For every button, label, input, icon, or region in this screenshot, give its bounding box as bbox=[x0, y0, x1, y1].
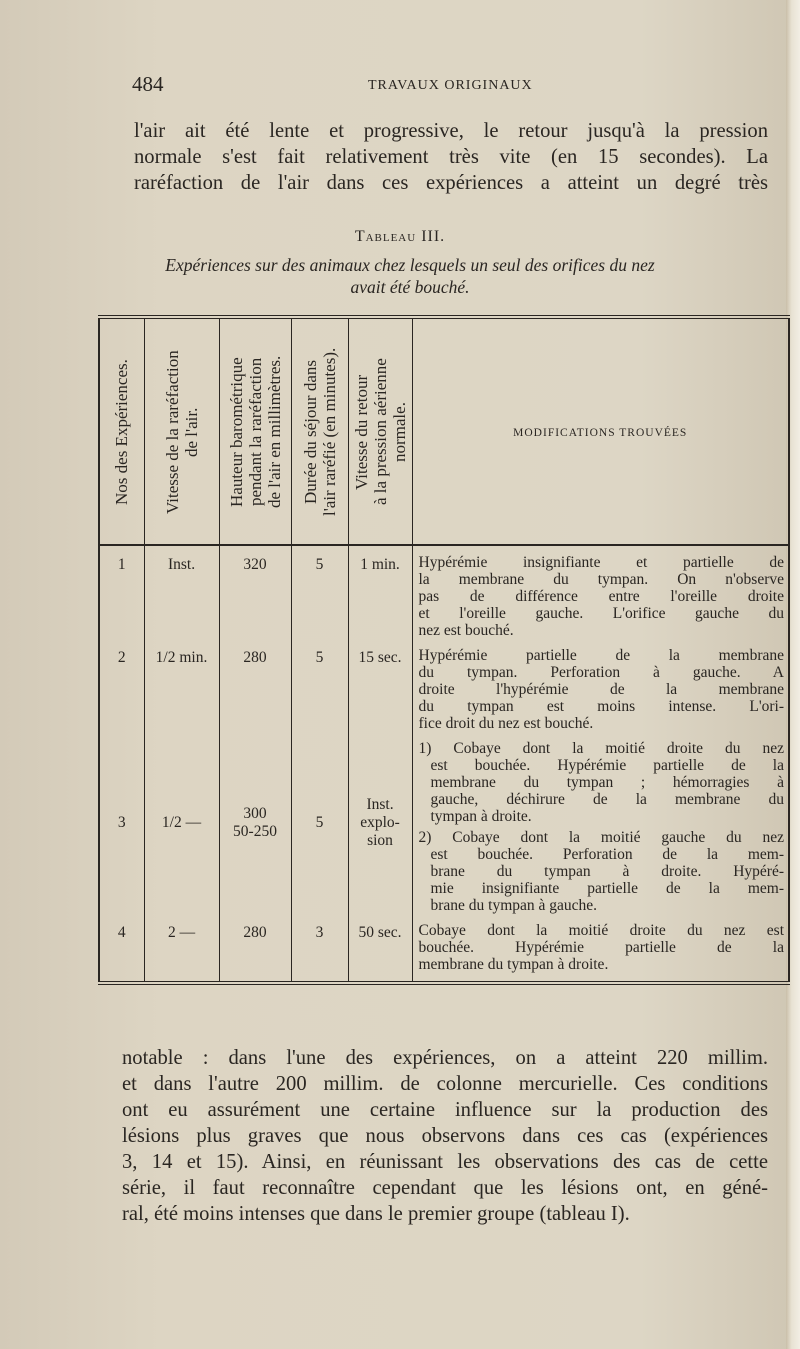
obs-line: est bouchée. Perforation de la mem- bbox=[430, 846, 784, 863]
cell-height: 300 bbox=[243, 805, 267, 822]
header-label: à la pression aérienne bbox=[370, 358, 390, 505]
text-line: série, il faut reconnaître cependant que les lésions ont, en géné- bbox=[122, 1177, 768, 1199]
header-label: Vitesse de la raréfaction bbox=[162, 349, 182, 514]
cell-height: 320 bbox=[243, 556, 267, 573]
obs-line: Hypérémie insignifiante et partielle de bbox=[418, 554, 784, 571]
cell-speed: 1/2 min. bbox=[155, 649, 208, 666]
header-num bbox=[99, 317, 144, 545]
cell-duration: 5 bbox=[315, 814, 324, 831]
obs-line: pas de différence entre l'oreille droite bbox=[418, 588, 784, 605]
cell-observation bbox=[412, 914, 789, 983]
page-header bbox=[132, 72, 772, 102]
cell-height: 50-250 bbox=[233, 823, 277, 840]
header-label: MODIFICATIONS TROUVÉES bbox=[513, 426, 688, 439]
cell-observation bbox=[412, 732, 789, 914]
text-line: ral, été moins intenses que dans le premier groupe (tableau I). bbox=[122, 1203, 630, 1225]
subtitle-line: avait été bouché. bbox=[350, 277, 470, 297]
header-speed bbox=[144, 317, 219, 545]
text-line: ont eu assurément une certaine influence sur la production des bbox=[122, 1099, 768, 1121]
table-row bbox=[99, 545, 789, 639]
obs-line: bouchée. Hypérémie partielle de la bbox=[418, 939, 784, 956]
text-line: l'air ait été lente et progressive, le retour jusqu'à la pression bbox=[134, 120, 768, 142]
cell-duration: 3 bbox=[315, 924, 324, 941]
header-height bbox=[219, 317, 291, 545]
cell-num: 4 bbox=[117, 924, 126, 941]
paragraph-top bbox=[134, 118, 768, 196]
cell-num: 1 bbox=[117, 556, 126, 573]
cell-return: 50 sec. bbox=[358, 924, 402, 941]
table-title: Tableau III. bbox=[354, 228, 446, 245]
obs-line: membrane du tympan ; hémorragies à bbox=[430, 774, 784, 791]
header-modifications bbox=[412, 317, 789, 545]
header-label: Vitesse du retour bbox=[351, 373, 371, 490]
obs-line: du tympan. Perforation à gauche. A bbox=[418, 664, 784, 681]
obs-line: Cobaye dont la moitié droite du nez est bbox=[418, 922, 784, 939]
cell-return: 15 sec. bbox=[358, 649, 402, 666]
obs-line: et l'oreille gauche. L'orifice gauche du bbox=[418, 605, 784, 622]
text-line: notable : dans l'une des expériences, on a atteint 220 millim. bbox=[122, 1047, 768, 1069]
running-head: TRAVAUX ORIGINAUX bbox=[368, 78, 533, 93]
text-line: raréfaction de l'air dans ces expériences a atteint un degré très bbox=[134, 172, 768, 194]
page-number: 484 bbox=[132, 72, 164, 96]
text-line: normale s'est fait relativement très vite (en 15 secondes). La bbox=[134, 146, 768, 168]
header-label: de l'air en millimètres. bbox=[264, 355, 284, 508]
cell-observation bbox=[412, 545, 789, 639]
data-table bbox=[98, 315, 790, 985]
header-label: Durée du séjour dans bbox=[300, 359, 320, 504]
obs-line: Hypérémie partielle de la membrane bbox=[418, 647, 784, 664]
cell-duration: 5 bbox=[315, 556, 324, 573]
header-label: l'air raréfié (en minutes). bbox=[319, 347, 339, 516]
cell-duration: 5 bbox=[315, 649, 324, 666]
header-label: normale. bbox=[389, 401, 409, 462]
obs-line: la membrane du tympan. On n'observe bbox=[418, 571, 784, 588]
obs-line: nez est bouché. bbox=[418, 622, 514, 639]
subtitle-line: Expériences sur des animaux chez lesquels un seul des orifices du nez bbox=[165, 255, 655, 275]
obs-line: 1) Cobaye dont la moitié droite du nez bbox=[418, 740, 784, 757]
cell-observation bbox=[412, 639, 789, 732]
text-line: lésions plus graves que nous observons dans ces cas (expériences bbox=[122, 1125, 768, 1147]
obs-line: fice droit du nez est bouché. bbox=[418, 715, 594, 732]
cell-speed: 2 — bbox=[167, 924, 196, 941]
text-line: 3, 14 et 15). Ainsi, en réunissant les observations des cas de cette bbox=[122, 1151, 768, 1173]
obs-line: est bouchée. Hypérémie partielle de la bbox=[430, 757, 784, 774]
obs-line: du tympan est moins intense. L'ori- bbox=[418, 698, 784, 715]
header-duration bbox=[291, 317, 348, 545]
table-row bbox=[99, 639, 789, 732]
header-label: pendant la raréfaction bbox=[245, 357, 265, 506]
text-line: et dans l'autre 200 millim. de colonne mercurielle. Ces conditions bbox=[122, 1073, 768, 1095]
obs-line: brane du tympan à gauche. bbox=[430, 897, 598, 914]
cell-num: 2 bbox=[117, 649, 126, 666]
cell-speed: 1/2 — bbox=[161, 814, 202, 831]
obs-line: droite l'hypérémie de la membrane bbox=[418, 681, 784, 698]
cell-return: 1 min. bbox=[360, 556, 400, 573]
cell-speed: Inst. bbox=[167, 556, 196, 573]
cell-height: 280 bbox=[243, 649, 267, 666]
cell-num: 3 bbox=[117, 814, 126, 831]
obs-line: tympan à droite. bbox=[430, 808, 532, 825]
header-label: Hauteur barométrique bbox=[226, 356, 246, 507]
cell-return: Inst. bbox=[366, 796, 394, 813]
obs-line: 2) Cobaye dont la moitié gauche du nez bbox=[418, 829, 784, 846]
cell-return: sion bbox=[367, 832, 393, 849]
obs-line: membrane du tympan à droite. bbox=[418, 956, 609, 973]
obs-line: gauche, déchirure de la membrane du bbox=[430, 791, 784, 808]
header-label: de l'air. bbox=[181, 406, 201, 457]
table-row bbox=[99, 914, 789, 983]
obs-line: mie insignifiante partielle de la mem- bbox=[430, 880, 784, 897]
header-label: Nos des Expériences. bbox=[112, 358, 132, 505]
table-subtitle bbox=[140, 254, 680, 298]
paragraph-bottom bbox=[122, 1045, 768, 1227]
cell-height: 280 bbox=[243, 924, 267, 941]
table-row bbox=[99, 732, 789, 914]
cell-return: explo- bbox=[360, 814, 400, 831]
obs-line: brane du tympan à droite. Hypéré- bbox=[430, 863, 784, 880]
header-return bbox=[348, 317, 412, 545]
table-header-row bbox=[99, 317, 789, 545]
